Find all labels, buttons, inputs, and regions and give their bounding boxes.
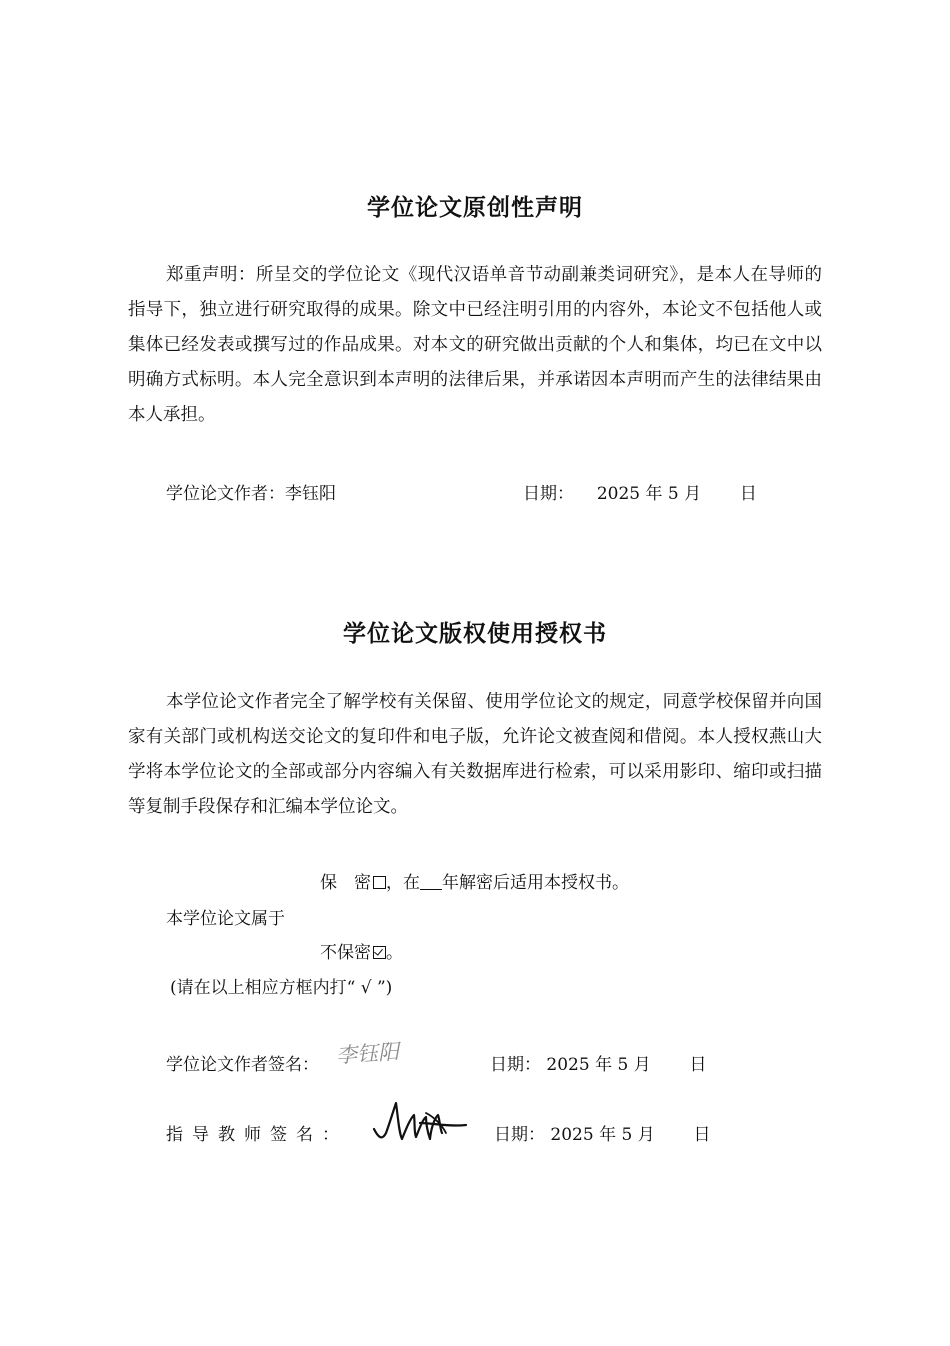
declaration-body: 郑重声明：所呈交的学位论文《现代汉语单音节动副兼类词研究》，是本人在导师的指导下，独立进行研究取得的成果。除文中已经注明引用的内容外，本论文不包括他人或集体已经发表或撰写过的作品成果。对本文的研究做出贡献的个人和集体，均已在文中以明确方式标明。本人完全意识到本声明的法律后果，并承诺因本声明而产生的法律结果由本人承担。 (128, 265, 822, 425)
secret-option-row (320, 868, 629, 893)
declaration-date-row (523, 479, 757, 504)
not-secret-checkbox[interactable] (373, 946, 386, 959)
advisor-handwritten-signature (368, 1093, 470, 1149)
declaration-date-value: 2025 年 5 月 (596, 484, 702, 504)
author-sign-label: 学位论文作者签名： (166, 1055, 319, 1075)
not-secret-option-row (320, 938, 403, 963)
advisor-date-label: 日期： (494, 1125, 545, 1145)
not-secret-tail: 。 (386, 943, 403, 963)
secret-checkbox[interactable] (373, 876, 386, 889)
advisor-sign-label: 指导教师签名： (166, 1125, 348, 1145)
author-date-label: 日期： (490, 1055, 541, 1075)
authorization-body: 本学位论文作者完全了解学校有关保留、使用学位论文的规定，同意学校保留并向国家有关部门或机构送交论文的复印件和电子版，允许论文被查阅和借阅。本人授权燕山大学将本学位论文的全部或部分内容编入有关数据库进行检索，可以采用影印、缩印或扫描等复制手段保存和汇编本学位论文。 (128, 692, 822, 817)
advisor-date-row (494, 1120, 711, 1145)
secret-mid: ，在 (386, 873, 420, 893)
authorization-title: 学位论文版权使用授权书 (343, 621, 607, 647)
declaration-title: 学位论文原创性声明 (367, 195, 583, 221)
check-instruction: (请在以上相应方框内打“ √ ”) (170, 978, 393, 998)
belongs-label: 本学位论文属于 (166, 909, 285, 929)
not-secret-label: 不保密 (320, 943, 371, 963)
advisor-day-label: 日 (693, 1125, 711, 1145)
author-signature-text: 李钰阳 (335, 1039, 400, 1068)
declaration-date-label: 日期： (523, 484, 574, 504)
secret-tail: 年解密后适用本授权书。 (442, 873, 629, 893)
secret-years-blank (420, 875, 442, 890)
author-date-value: 2025 年 5 月 (546, 1055, 651, 1075)
advisor-date-value: 2025 年 5 月 (550, 1125, 655, 1145)
author-day-label: 日 (689, 1055, 707, 1075)
author-date-row (490, 1050, 707, 1075)
author-handwritten-signature (334, 1034, 410, 1070)
declaration-author: 学位论文作者：李钰阳 (166, 484, 336, 504)
secret-label: 保 密 (320, 873, 371, 893)
declaration-day-label: 日 (739, 484, 757, 504)
